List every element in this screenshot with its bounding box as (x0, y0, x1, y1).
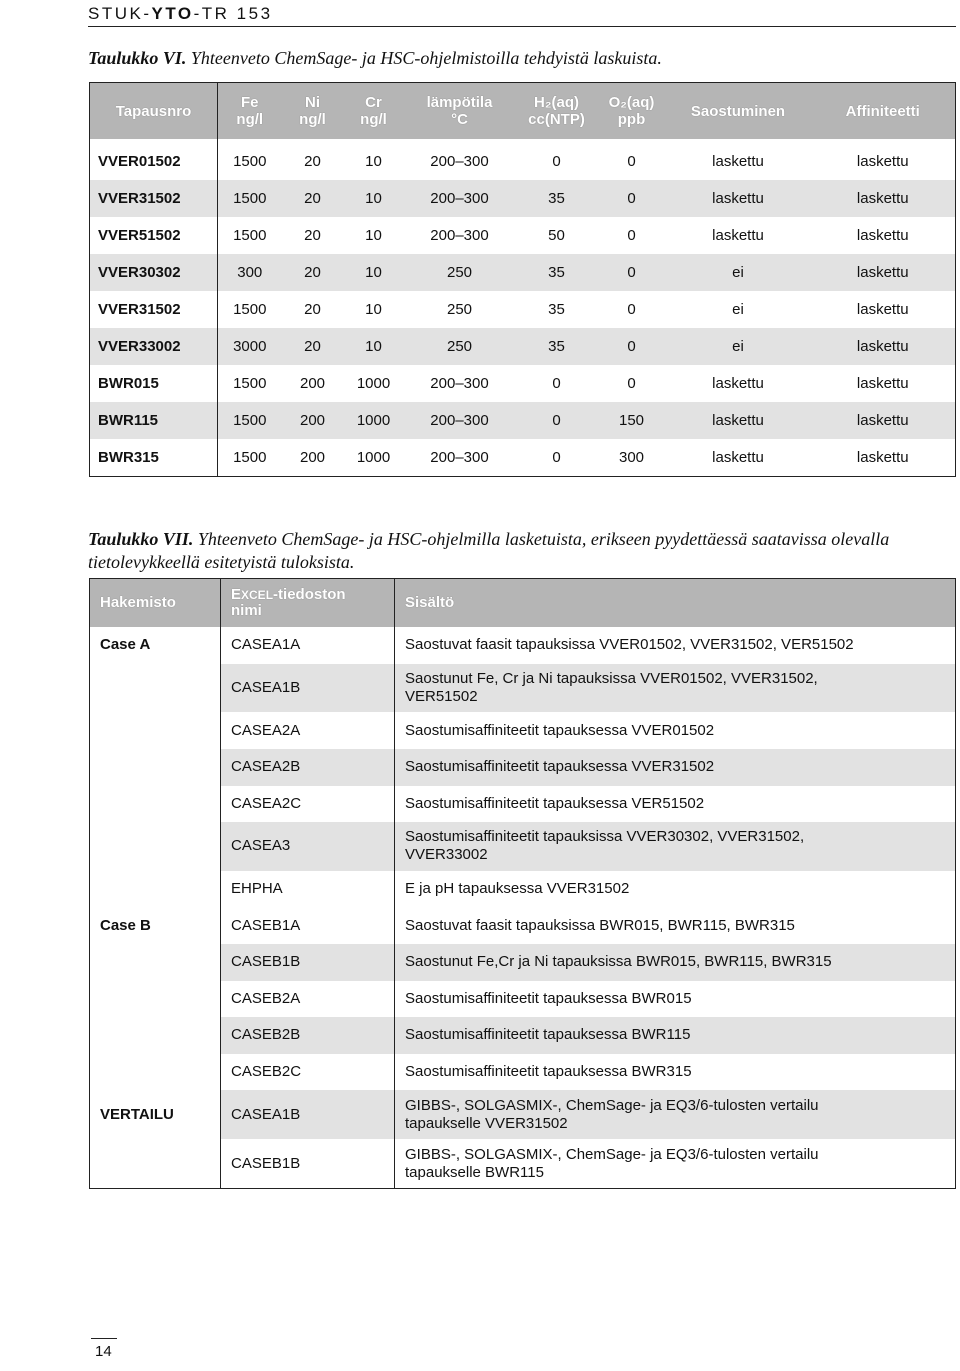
table6-cell: 300 (618, 449, 645, 466)
table7-row (90, 1139, 956, 1188)
table6-cell: laskettu (856, 449, 909, 466)
table6-cell: 200–300 (430, 227, 489, 244)
table6-cell: laskettu (712, 227, 764, 244)
table6-cell: 10 (365, 227, 382, 244)
table7-dir-cell (90, 1054, 221, 1091)
table6-cell: ei (732, 301, 744, 318)
table7-file-cell: CASEB2C (221, 1054, 395, 1091)
table6-cell: 1500 (233, 227, 267, 244)
table6-cell: 20 (282, 180, 344, 217)
table7-file-cell: CASEA2C (221, 786, 395, 823)
header-series-bold: YTO (151, 4, 194, 23)
table6-cell: 200 (299, 449, 326, 466)
table6-cell: 250 (446, 301, 473, 318)
table7-file-cell: CASEB1A (221, 907, 395, 944)
table6-cell: VVER31502 (90, 180, 218, 217)
table7-dir-cell (90, 871, 221, 908)
table7-content-cell: GIBBS-, SOLGASMIX-, ChemSage- ja EQ3/6-tulosten vertailu tapaukselle VVER31502 (395, 1090, 956, 1139)
table6-cell: 0 (598, 180, 666, 217)
table7-dir-cell (90, 1017, 221, 1054)
table7-file-cell: CASEB2B (221, 1017, 395, 1054)
table6-cell: 200–300 (430, 153, 489, 170)
table6-cell: 1500 (218, 180, 282, 217)
table7-file-cell: EHPHA (221, 871, 395, 908)
table6-cell: 10 (344, 328, 404, 365)
table6-cell: laskettu (856, 375, 909, 392)
table6-cell: 20 (282, 254, 344, 291)
table6-header-cell: H₂(aq) cc(NTP) (516, 83, 598, 140)
table7-dir-cell (90, 664, 221, 713)
table6-cell: 20 (304, 227, 321, 244)
table6-header-cell: Ni ng/l (282, 83, 344, 140)
table7-content-cell: Saostuvat faasit tapauksissa BWR015, BWR115, BWR315 (405, 916, 795, 934)
table7-content-cell: Saostumisaffiniteetit tapauksessa BWR315 (405, 1063, 692, 1081)
table6-cell: 200–300 (404, 180, 516, 217)
table7-row (90, 749, 956, 786)
table6-cell: 10 (344, 254, 404, 291)
table7-content-cell: Saostumisaffiniteetit tapauksessa VER51502 (405, 794, 705, 812)
table7-content-cell: Saostumisaffiniteetit tapauksessa VVER31502 (395, 749, 956, 786)
table7-content-cell: Saostumisaffiniteetit tapauksessa VVER01502 (405, 721, 715, 739)
table7-header-cell: Sisältö (395, 579, 956, 628)
table6-cell: laskettu (712, 153, 764, 170)
footer-rule (91, 1338, 117, 1339)
table6-cell: 35 (548, 301, 565, 318)
table6-cell: VVER01502 (90, 139, 218, 180)
table6-cell: 0 (627, 227, 636, 244)
table6-cell: 200 (282, 402, 344, 439)
table7-content-cell: Saostuvat faasit tapauksissa VVER01502, VVER31502, VER51502 (405, 636, 854, 654)
table6-cell: 200–300 (430, 449, 489, 466)
table6-cell: laskettu (856, 227, 909, 244)
table6-cell: 20 (304, 301, 321, 318)
table6-cell: BWR015 (90, 365, 218, 402)
table6-header-cell: Affiniteetti (811, 83, 956, 140)
table6-cell: laskettu (712, 375, 764, 392)
table6-cell: 1000 (356, 375, 391, 392)
table7-content-cell: Saostumisaffiniteetit tapauksissa VVER30302, VVER31502, VVER33002 (395, 822, 956, 871)
table6-cell: 0 (598, 328, 666, 365)
table6-cell: 250 (404, 254, 516, 291)
table7-header-cell: Hakemisto (90, 579, 221, 628)
table-vii (89, 578, 956, 1189)
table7-dir-cell: Case A (90, 627, 221, 664)
table7-caption (88, 528, 954, 574)
table6-cell: 1000 (344, 402, 404, 439)
table6-cell: 0 (552, 375, 561, 392)
table7-dir-cell (90, 749, 221, 786)
table6-cell: ei (666, 254, 811, 291)
table-vi (89, 82, 956, 477)
table6-caption-text: Yhteenveto ChemSage- ja HSC-ohjelmistoilla tehdyistä laskuista. (190, 48, 662, 68)
table6-cell: 20 (304, 153, 321, 170)
table6-cell: 3000 (218, 328, 282, 365)
table7-dir-cell (90, 1139, 221, 1188)
table7-dir-cell (90, 786, 221, 823)
table6-row (90, 291, 956, 328)
table6-header-cell: Saostuminen (666, 83, 811, 140)
table6-cell: laskettu (856, 153, 909, 170)
table7-row (90, 981, 956, 1018)
table7-file-cell: CASEB1B (221, 1139, 395, 1188)
table7-content-cell: Saostunut Fe,Cr ja Ni tapauksissa BWR015, BWR115, BWR315 (395, 944, 956, 981)
table6-row (90, 365, 956, 402)
table6-cell: laskettu (811, 254, 956, 291)
table7-row (90, 627, 956, 664)
table7-content-cell: Saostumisaffiniteetit tapauksessa BWR015 (405, 989, 692, 1007)
table6-cell: 0 (627, 375, 636, 392)
table7-file-cell: CASEB2A (221, 981, 395, 1018)
table7-caption-text: Yhteenveto ChemSage- ja HSC-ohjelmilla lasketuista, erikseen pyydettäessä saatavissa olevalla tietolevykkeellä esitetyistä tuloksista. (88, 529, 890, 572)
table6-cell: 10 (365, 153, 382, 170)
table6-cell: laskettu (811, 402, 956, 439)
table6-cell: 200 (299, 375, 326, 392)
table6-cell: 0 (552, 153, 561, 170)
table7-content-cell: GIBBS-, SOLGASMIX-, ChemSage- ja EQ3/6-tulosten vertailu tapaukselle BWR115 (405, 1145, 819, 1181)
table6-cell: 10 (344, 180, 404, 217)
table7-header-cell: EXCEL-tiedoston nimi (221, 579, 395, 628)
table6-cell: 20 (282, 328, 344, 365)
table7-row (90, 664, 956, 713)
table7-file-cell: CASEB1B (221, 944, 395, 981)
table7-row (90, 1054, 956, 1091)
page-number: 14 (95, 1343, 112, 1360)
table6-cell: 300 (218, 254, 282, 291)
table6-cell: 0 (627, 301, 636, 318)
table7-dir-cell: Case B (90, 907, 221, 944)
table7-file-cell: CASEA1B (221, 1090, 395, 1139)
table6-cell: 10 (365, 301, 382, 318)
table6-cell: 0 (627, 153, 636, 170)
header-series-suffix: -TR 153 (193, 4, 273, 23)
table7-row (90, 944, 956, 981)
table6-cell: 35 (516, 254, 598, 291)
table6-row (90, 402, 956, 439)
table7-content-cell: Saostumisaffiniteetit tapauksessa BWR115 (395, 1017, 956, 1054)
table6-cell: 35 (516, 180, 598, 217)
table7-row (90, 822, 956, 871)
table6-cell: 250 (404, 328, 516, 365)
table6-caption-label: Taulukko VI. (88, 48, 187, 68)
table7-row (90, 871, 956, 908)
table6-header-cell: lämpötila °C (404, 83, 516, 140)
table7-row (90, 712, 956, 749)
table6-cell: 150 (598, 402, 666, 439)
table7-dir-cell (90, 981, 221, 1018)
table7-header-row (90, 579, 956, 628)
table6-row (90, 180, 956, 217)
table7-row (90, 907, 956, 944)
table6-cell: laskettu (666, 402, 811, 439)
table6-cell: laskettu (811, 180, 956, 217)
table6-cell: 35 (516, 328, 598, 365)
table6-cell: 1500 (233, 375, 267, 392)
table6-cell: VVER30302 (90, 254, 218, 291)
table7-content-cell: Saostunut Fe, Cr ja Ni tapauksissa VVER01502, VVER31502, VER51502 (395, 664, 956, 713)
table6-header-cell: Tapausnro (90, 83, 218, 140)
table6-row (90, 328, 956, 365)
table7-caption-label: Taulukko VII. (88, 529, 194, 549)
table7-content-cell: E ja pH tapauksessa VVER31502 (405, 880, 630, 898)
running-header (88, 4, 273, 24)
table6-cell: 1500 (233, 301, 267, 318)
table7-row (90, 786, 956, 823)
table7-row (90, 1017, 956, 1054)
table7-row (90, 1090, 956, 1139)
table6-cell: 0 (552, 449, 561, 466)
table6-cell: 0 (516, 402, 598, 439)
table7-file-cell: CASEA3 (221, 822, 395, 871)
table7-file-cell: CASEA1A (221, 627, 395, 664)
table7-dir-cell: VERTAILU (90, 1090, 221, 1139)
table6-header-cell: Fe ng/l (218, 83, 282, 140)
table6-row (90, 254, 956, 291)
table6-cell: 1500 (233, 449, 267, 466)
table6-header-cell: O₂(aq) ppb (598, 83, 666, 140)
table7-dir-cell (90, 822, 221, 871)
table6-cell: laskettu (811, 328, 956, 365)
table6-cell: ei (666, 328, 811, 365)
table6-cell: laskettu (712, 449, 764, 466)
header-series-plain: STUK- (88, 4, 152, 23)
table6-row (90, 439, 956, 477)
table7-file-cell: CASEA2A (221, 712, 395, 749)
table7-dir-cell (90, 944, 221, 981)
table6-cell: laskettu (666, 180, 811, 217)
table6-cell: 0 (598, 254, 666, 291)
table6-header-cell: Cr ng/l (344, 83, 404, 140)
table6-caption (88, 47, 662, 70)
table6-cell: 1500 (233, 153, 267, 170)
table7-file-cell: CASEA1B (221, 664, 395, 713)
table6-row (90, 139, 956, 180)
header-rule (88, 26, 956, 27)
table6-cell: 50 (548, 227, 565, 244)
table7-dir-cell (90, 712, 221, 749)
table6-cell: BWR115 (90, 402, 218, 439)
table6-cell: 200–300 (404, 402, 516, 439)
table7-file-cell: CASEA2B (221, 749, 395, 786)
table6-cell: laskettu (856, 301, 909, 318)
table6-cell: VVER51502 (90, 217, 218, 254)
table6-cell: VVER31502 (90, 291, 218, 328)
table6-cell: 1500 (218, 402, 282, 439)
table6-row (90, 217, 956, 254)
table6-cell: BWR315 (90, 439, 218, 477)
table6-cell: 1000 (356, 449, 391, 466)
table6-header-row (90, 83, 956, 140)
table6-cell: VVER33002 (90, 328, 218, 365)
table6-cell: 200–300 (430, 375, 489, 392)
